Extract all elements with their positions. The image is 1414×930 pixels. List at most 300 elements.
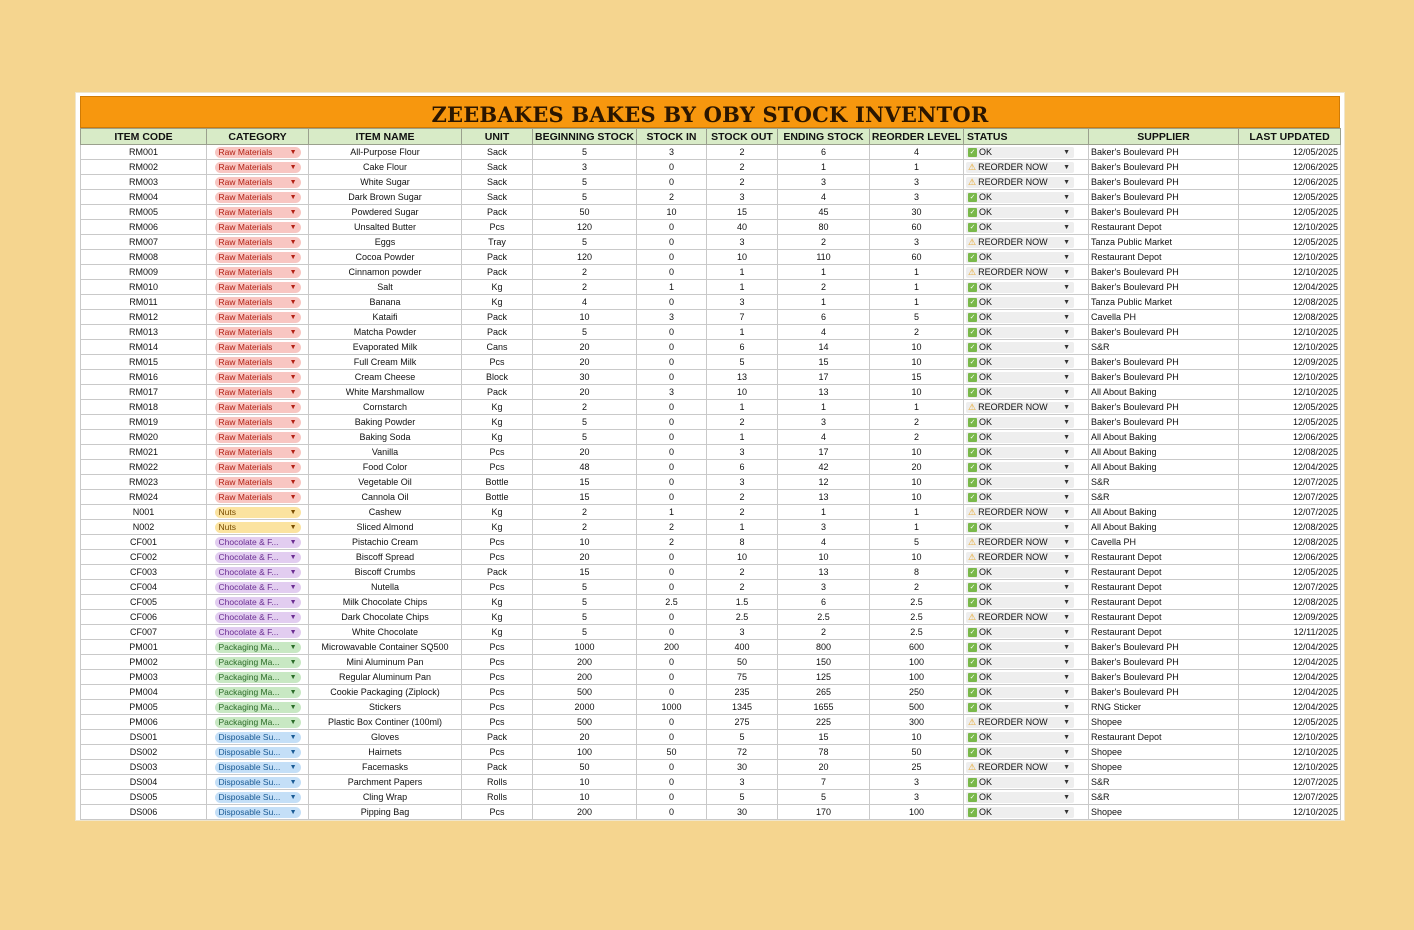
cell-stock-in[interactable]	[637, 760, 707, 775]
cell-item-code[interactable]	[81, 205, 207, 220]
category-dropdown[interactable]	[215, 207, 301, 218]
category-dropdown[interactable]	[215, 252, 301, 263]
cell-item-name[interactable]	[309, 685, 462, 700]
cell-item-code[interactable]	[81, 445, 207, 460]
category-dropdown[interactable]	[215, 672, 301, 683]
cell-item-name[interactable]	[309, 700, 462, 715]
cell-unit[interactable]	[462, 745, 533, 760]
cell-stock-out[interactable]	[707, 655, 778, 670]
cell-reorder-level[interactable]	[870, 790, 964, 805]
category-dropdown[interactable]	[215, 612, 301, 623]
cell-item-name[interactable]	[309, 490, 462, 505]
category-dropdown[interactable]	[215, 237, 301, 248]
cell-item-code[interactable]	[81, 280, 207, 295]
cell-supplier[interactable]	[1089, 205, 1239, 220]
cell-unit[interactable]	[462, 445, 533, 460]
chevron-down-icon[interactable]: ▼	[289, 779, 297, 787]
chevron-down-icon[interactable]: ▼	[1063, 358, 1070, 366]
chevron-down-icon[interactable]: ▼	[289, 614, 297, 622]
cell-item-name[interactable]	[309, 475, 462, 490]
chevron-down-icon[interactable]: ▼	[1063, 448, 1070, 456]
cell-reorder-level[interactable]	[870, 370, 964, 385]
cell-status[interactable]	[964, 190, 1089, 205]
cell-stock-in[interactable]	[637, 295, 707, 310]
chevron-down-icon[interactable]: ▼	[289, 494, 297, 502]
cell-supplier[interactable]	[1089, 685, 1239, 700]
cell-unit[interactable]	[462, 505, 533, 520]
cell-item-code[interactable]	[81, 160, 207, 175]
cell-item-code[interactable]	[81, 640, 207, 655]
cell-ending-stock[interactable]	[778, 745, 870, 760]
cell-item-name[interactable]	[309, 175, 462, 190]
cell-item-name[interactable]	[309, 145, 462, 160]
chevron-down-icon[interactable]: ▼	[1063, 193, 1070, 201]
cell-stock-out[interactable]	[707, 670, 778, 685]
chevron-down-icon[interactable]: ▼	[289, 224, 297, 232]
chevron-down-icon[interactable]: ▼	[289, 509, 297, 517]
cell-supplier[interactable]	[1089, 580, 1239, 595]
header-item-name[interactable]: ITEM NAME	[309, 129, 462, 145]
cell-supplier[interactable]	[1089, 595, 1239, 610]
status-dropdown[interactable]	[966, 237, 1074, 248]
status-dropdown[interactable]	[966, 402, 1074, 413]
cell-stock-in[interactable]	[637, 580, 707, 595]
cell-beginning-stock[interactable]	[533, 610, 637, 625]
cell-item-code[interactable]	[81, 610, 207, 625]
cell-reorder-level[interactable]	[870, 325, 964, 340]
cell-beginning-stock[interactable]	[533, 550, 637, 565]
cell-reorder-level[interactable]	[870, 490, 964, 505]
chevron-down-icon[interactable]: ▼	[289, 389, 297, 397]
cell-status[interactable]	[964, 145, 1089, 160]
cell-ending-stock[interactable]	[778, 325, 870, 340]
cell-stock-in[interactable]	[637, 430, 707, 445]
cell-stock-out[interactable]	[707, 280, 778, 295]
chevron-down-icon[interactable]: ▼	[1063, 703, 1070, 711]
cell-category[interactable]	[207, 565, 309, 580]
cell-stock-out[interactable]	[707, 430, 778, 445]
category-dropdown[interactable]	[215, 552, 301, 563]
cell-beginning-stock[interactable]	[533, 445, 637, 460]
cell-item-name[interactable]	[309, 745, 462, 760]
cell-last-updated[interactable]	[1239, 580, 1341, 595]
cell-last-updated[interactable]	[1239, 775, 1341, 790]
status-dropdown[interactable]	[966, 522, 1074, 533]
category-dropdown[interactable]	[215, 162, 301, 173]
category-dropdown[interactable]	[215, 312, 301, 323]
cell-stock-out[interactable]	[707, 445, 778, 460]
cell-item-name[interactable]	[309, 580, 462, 595]
chevron-down-icon[interactable]: ▼	[1063, 763, 1070, 771]
cell-category[interactable]	[207, 550, 309, 565]
category-dropdown[interactable]	[215, 402, 301, 413]
chevron-down-icon[interactable]: ▼	[1063, 568, 1070, 576]
cell-status[interactable]	[964, 385, 1089, 400]
chevron-down-icon[interactable]: ▼	[289, 284, 297, 292]
cell-unit[interactable]	[462, 640, 533, 655]
cell-last-updated[interactable]	[1239, 610, 1341, 625]
cell-stock-in[interactable]	[637, 490, 707, 505]
cell-category[interactable]	[207, 640, 309, 655]
cell-category[interactable]	[207, 265, 309, 280]
cell-reorder-level[interactable]	[870, 670, 964, 685]
cell-stock-out[interactable]	[707, 805, 778, 820]
cell-beginning-stock[interactable]	[533, 295, 637, 310]
cell-supplier[interactable]	[1089, 505, 1239, 520]
cell-category[interactable]	[207, 415, 309, 430]
cell-beginning-stock[interactable]	[533, 760, 637, 775]
chevron-down-icon[interactable]: ▼	[1063, 433, 1070, 441]
cell-unit[interactable]	[462, 400, 533, 415]
cell-last-updated[interactable]	[1239, 655, 1341, 670]
cell-item-code[interactable]	[81, 700, 207, 715]
cell-stock-in[interactable]	[637, 475, 707, 490]
status-dropdown[interactable]	[966, 357, 1074, 368]
chevron-down-icon[interactable]: ▼	[289, 359, 297, 367]
cell-last-updated[interactable]	[1239, 520, 1341, 535]
cell-item-name[interactable]	[309, 190, 462, 205]
cell-reorder-level[interactable]	[870, 400, 964, 415]
cell-last-updated[interactable]	[1239, 400, 1341, 415]
cell-stock-out[interactable]	[707, 790, 778, 805]
cell-reorder-level[interactable]	[870, 505, 964, 520]
cell-stock-in[interactable]	[637, 145, 707, 160]
chevron-down-icon[interactable]: ▼	[289, 464, 297, 472]
cell-status[interactable]	[964, 340, 1089, 355]
cell-ending-stock[interactable]	[778, 775, 870, 790]
cell-stock-in[interactable]	[637, 535, 707, 550]
chevron-down-icon[interactable]: ▼	[1063, 688, 1070, 696]
cell-item-code[interactable]	[81, 370, 207, 385]
cell-status[interactable]	[964, 550, 1089, 565]
cell-status[interactable]	[964, 280, 1089, 295]
chevron-down-icon[interactable]: ▼	[289, 164, 297, 172]
cell-stock-in[interactable]	[637, 775, 707, 790]
chevron-down-icon[interactable]: ▼	[1063, 178, 1070, 186]
cell-ending-stock[interactable]	[778, 265, 870, 280]
cell-status[interactable]	[964, 475, 1089, 490]
cell-unit[interactable]	[462, 370, 533, 385]
cell-status[interactable]	[964, 805, 1089, 820]
cell-unit[interactable]	[462, 760, 533, 775]
chevron-down-icon[interactable]: ▼	[289, 314, 297, 322]
cell-category[interactable]	[207, 370, 309, 385]
cell-last-updated[interactable]	[1239, 220, 1341, 235]
cell-ending-stock[interactable]	[778, 220, 870, 235]
cell-supplier[interactable]	[1089, 175, 1239, 190]
chevron-down-icon[interactable]: ▼	[289, 449, 297, 457]
cell-ending-stock[interactable]	[778, 355, 870, 370]
cell-item-code[interactable]	[81, 730, 207, 745]
cell-last-updated[interactable]	[1239, 160, 1341, 175]
cell-category[interactable]	[207, 805, 309, 820]
cell-ending-stock[interactable]	[778, 415, 870, 430]
status-dropdown[interactable]	[966, 537, 1074, 548]
chevron-down-icon[interactable]: ▼	[289, 149, 297, 157]
cell-ending-stock[interactable]	[778, 145, 870, 160]
cell-stock-out[interactable]	[707, 355, 778, 370]
cell-ending-stock[interactable]	[778, 790, 870, 805]
cell-stock-in[interactable]	[637, 805, 707, 820]
cell-ending-stock[interactable]	[778, 340, 870, 355]
cell-item-code[interactable]	[81, 250, 207, 265]
cell-ending-stock[interactable]	[778, 430, 870, 445]
cell-status[interactable]	[964, 400, 1089, 415]
cell-category[interactable]	[207, 760, 309, 775]
cell-stock-out[interactable]	[707, 595, 778, 610]
cell-status[interactable]	[964, 205, 1089, 220]
cell-reorder-level[interactable]	[870, 550, 964, 565]
cell-item-name[interactable]	[309, 325, 462, 340]
cell-category[interactable]	[207, 400, 309, 415]
cell-stock-out[interactable]	[707, 460, 778, 475]
cell-item-code[interactable]	[81, 265, 207, 280]
cell-item-name[interactable]	[309, 310, 462, 325]
cell-unit[interactable]	[462, 220, 533, 235]
category-dropdown[interactable]	[215, 417, 301, 428]
chevron-down-icon[interactable]: ▼	[289, 629, 297, 637]
cell-last-updated[interactable]	[1239, 700, 1341, 715]
cell-category[interactable]	[207, 295, 309, 310]
cell-unit[interactable]	[462, 430, 533, 445]
cell-category[interactable]	[207, 460, 309, 475]
category-dropdown[interactable]	[215, 177, 301, 188]
cell-status[interactable]	[964, 415, 1089, 430]
cell-stock-in[interactable]	[637, 700, 707, 715]
chevron-down-icon[interactable]: ▼	[1063, 553, 1070, 561]
cell-beginning-stock[interactable]	[533, 715, 637, 730]
cell-category[interactable]	[207, 730, 309, 745]
cell-status[interactable]	[964, 250, 1089, 265]
cell-stock-out[interactable]	[707, 520, 778, 535]
header-reorder-level[interactable]: REORDER LEVEL	[870, 129, 964, 145]
cell-item-code[interactable]	[81, 670, 207, 685]
cell-unit[interactable]	[462, 415, 533, 430]
cell-item-code[interactable]	[81, 415, 207, 430]
cell-stock-out[interactable]	[707, 760, 778, 775]
status-dropdown[interactable]	[966, 507, 1074, 518]
chevron-down-icon[interactable]: ▼	[1063, 673, 1070, 681]
chevron-down-icon[interactable]: ▼	[1063, 403, 1070, 411]
cell-beginning-stock[interactable]	[533, 370, 637, 385]
chevron-down-icon[interactable]: ▼	[1063, 598, 1070, 606]
category-dropdown[interactable]	[215, 582, 301, 593]
cell-beginning-stock[interactable]	[533, 415, 637, 430]
cell-item-name[interactable]	[309, 775, 462, 790]
cell-item-name[interactable]	[309, 205, 462, 220]
cell-item-code[interactable]	[81, 385, 207, 400]
header-stock-in[interactable]: STOCK IN	[637, 129, 707, 145]
cell-item-name[interactable]	[309, 370, 462, 385]
cell-stock-in[interactable]	[637, 175, 707, 190]
cell-item-name[interactable]	[309, 415, 462, 430]
cell-stock-out[interactable]	[707, 220, 778, 235]
cell-beginning-stock[interactable]	[533, 400, 637, 415]
cell-last-updated[interactable]	[1239, 625, 1341, 640]
chevron-down-icon[interactable]: ▼	[289, 299, 297, 307]
chevron-down-icon[interactable]: ▼	[1063, 418, 1070, 426]
cell-stock-in[interactable]	[637, 220, 707, 235]
cell-stock-in[interactable]	[637, 670, 707, 685]
cell-reorder-level[interactable]	[870, 700, 964, 715]
chevron-down-icon[interactable]: ▼	[289, 344, 297, 352]
chevron-down-icon[interactable]: ▼	[1063, 538, 1070, 546]
cell-reorder-level[interactable]	[870, 760, 964, 775]
cell-reorder-level[interactable]	[870, 535, 964, 550]
cell-last-updated[interactable]	[1239, 235, 1341, 250]
cell-ending-stock[interactable]	[778, 640, 870, 655]
chevron-down-icon[interactable]: ▼	[1063, 583, 1070, 591]
cell-category[interactable]	[207, 625, 309, 640]
chevron-down-icon[interactable]: ▼	[1063, 793, 1070, 801]
cell-supplier[interactable]	[1089, 625, 1239, 640]
chevron-down-icon[interactable]: ▼	[1063, 778, 1070, 786]
cell-category[interactable]	[207, 160, 309, 175]
cell-item-code[interactable]	[81, 475, 207, 490]
cell-last-updated[interactable]	[1239, 505, 1341, 520]
cell-reorder-level[interactable]	[870, 580, 964, 595]
cell-item-name[interactable]	[309, 565, 462, 580]
cell-item-name[interactable]	[309, 595, 462, 610]
status-dropdown[interactable]	[966, 747, 1074, 758]
cell-supplier[interactable]	[1089, 775, 1239, 790]
cell-ending-stock[interactable]	[778, 760, 870, 775]
cell-beginning-stock[interactable]	[533, 775, 637, 790]
cell-stock-in[interactable]	[637, 250, 707, 265]
cell-category[interactable]	[207, 385, 309, 400]
cell-stock-in[interactable]	[637, 655, 707, 670]
cell-category[interactable]	[207, 220, 309, 235]
cell-status[interactable]	[964, 265, 1089, 280]
cell-stock-in[interactable]	[637, 730, 707, 745]
category-dropdown[interactable]	[215, 567, 301, 578]
cell-status[interactable]	[964, 505, 1089, 520]
cell-status[interactable]	[964, 355, 1089, 370]
cell-ending-stock[interactable]	[778, 295, 870, 310]
cell-beginning-stock[interactable]	[533, 385, 637, 400]
cell-item-name[interactable]	[309, 340, 462, 355]
cell-stock-out[interactable]	[707, 205, 778, 220]
cell-reorder-level[interactable]	[870, 220, 964, 235]
header-supplier[interactable]: SUPPLIER	[1089, 129, 1239, 145]
cell-status[interactable]	[964, 295, 1089, 310]
chevron-down-icon[interactable]: ▼	[1063, 733, 1070, 741]
cell-supplier[interactable]	[1089, 250, 1239, 265]
cell-ending-stock[interactable]	[778, 370, 870, 385]
cell-status[interactable]	[964, 655, 1089, 670]
cell-category[interactable]	[207, 325, 309, 340]
cell-supplier[interactable]	[1089, 295, 1239, 310]
cell-reorder-level[interactable]	[870, 355, 964, 370]
cell-item-name[interactable]	[309, 220, 462, 235]
cell-item-name[interactable]	[309, 250, 462, 265]
chevron-down-icon[interactable]: ▼	[289, 584, 297, 592]
cell-category[interactable]	[207, 190, 309, 205]
cell-last-updated[interactable]	[1239, 460, 1341, 475]
status-dropdown[interactable]	[966, 297, 1074, 308]
cell-item-code[interactable]	[81, 520, 207, 535]
cell-ending-stock[interactable]	[778, 580, 870, 595]
cell-item-name[interactable]	[309, 805, 462, 820]
cell-reorder-level[interactable]	[870, 295, 964, 310]
cell-supplier[interactable]	[1089, 340, 1239, 355]
cell-beginning-stock[interactable]	[533, 505, 637, 520]
cell-stock-out[interactable]	[707, 310, 778, 325]
cell-beginning-stock[interactable]	[533, 175, 637, 190]
cell-item-code[interactable]	[81, 595, 207, 610]
chevron-down-icon[interactable]: ▼	[1063, 313, 1070, 321]
status-dropdown[interactable]	[966, 597, 1074, 608]
cell-ending-stock[interactable]	[778, 610, 870, 625]
cell-beginning-stock[interactable]	[533, 265, 637, 280]
chevron-down-icon[interactable]: ▼	[289, 209, 297, 217]
cell-status[interactable]	[964, 220, 1089, 235]
cell-last-updated[interactable]	[1239, 685, 1341, 700]
cell-stock-out[interactable]	[707, 295, 778, 310]
header-unit[interactable]: UNIT	[462, 129, 533, 145]
cell-stock-out[interactable]	[707, 265, 778, 280]
cell-last-updated[interactable]	[1239, 310, 1341, 325]
cell-reorder-level[interactable]	[870, 250, 964, 265]
chevron-down-icon[interactable]: ▼	[1063, 268, 1070, 276]
cell-reorder-level[interactable]	[870, 655, 964, 670]
chevron-down-icon[interactable]: ▼	[1063, 343, 1070, 351]
cell-last-updated[interactable]	[1239, 385, 1341, 400]
category-dropdown[interactable]	[215, 537, 301, 548]
status-dropdown[interactable]	[966, 582, 1074, 593]
cell-stock-out[interactable]	[707, 325, 778, 340]
cell-status[interactable]	[964, 790, 1089, 805]
cell-reorder-level[interactable]	[870, 430, 964, 445]
status-dropdown[interactable]	[966, 177, 1074, 188]
category-dropdown[interactable]	[215, 342, 301, 353]
chevron-down-icon[interactable]: ▼	[289, 809, 297, 817]
cell-unit[interactable]	[462, 160, 533, 175]
cell-item-name[interactable]	[309, 385, 462, 400]
cell-unit[interactable]	[462, 535, 533, 550]
cell-item-code[interactable]	[81, 430, 207, 445]
cell-category[interactable]	[207, 790, 309, 805]
header-stock-out[interactable]: STOCK OUT	[707, 129, 778, 145]
cell-stock-out[interactable]	[707, 745, 778, 760]
cell-supplier[interactable]	[1089, 220, 1239, 235]
cell-category[interactable]	[207, 445, 309, 460]
cell-supplier[interactable]	[1089, 760, 1239, 775]
status-dropdown[interactable]	[966, 717, 1074, 728]
cell-unit[interactable]	[462, 655, 533, 670]
cell-item-code[interactable]	[81, 355, 207, 370]
cell-item-code[interactable]	[81, 175, 207, 190]
cell-item-name[interactable]	[309, 505, 462, 520]
cell-last-updated[interactable]	[1239, 370, 1341, 385]
cell-unit[interactable]	[462, 805, 533, 820]
category-dropdown[interactable]	[215, 447, 301, 458]
cell-item-code[interactable]	[81, 310, 207, 325]
cell-stock-in[interactable]	[637, 505, 707, 520]
chevron-down-icon[interactable]: ▼	[289, 749, 297, 757]
status-dropdown[interactable]	[966, 342, 1074, 353]
cell-item-name[interactable]	[309, 235, 462, 250]
category-dropdown[interactable]	[215, 747, 301, 758]
cell-ending-stock[interactable]	[778, 160, 870, 175]
status-dropdown[interactable]	[966, 552, 1074, 563]
cell-item-code[interactable]	[81, 760, 207, 775]
cell-beginning-stock[interactable]	[533, 310, 637, 325]
cell-reorder-level[interactable]	[870, 340, 964, 355]
chevron-down-icon[interactable]: ▼	[289, 239, 297, 247]
chevron-down-icon[interactable]: ▼	[289, 764, 297, 772]
cell-category[interactable]	[207, 145, 309, 160]
